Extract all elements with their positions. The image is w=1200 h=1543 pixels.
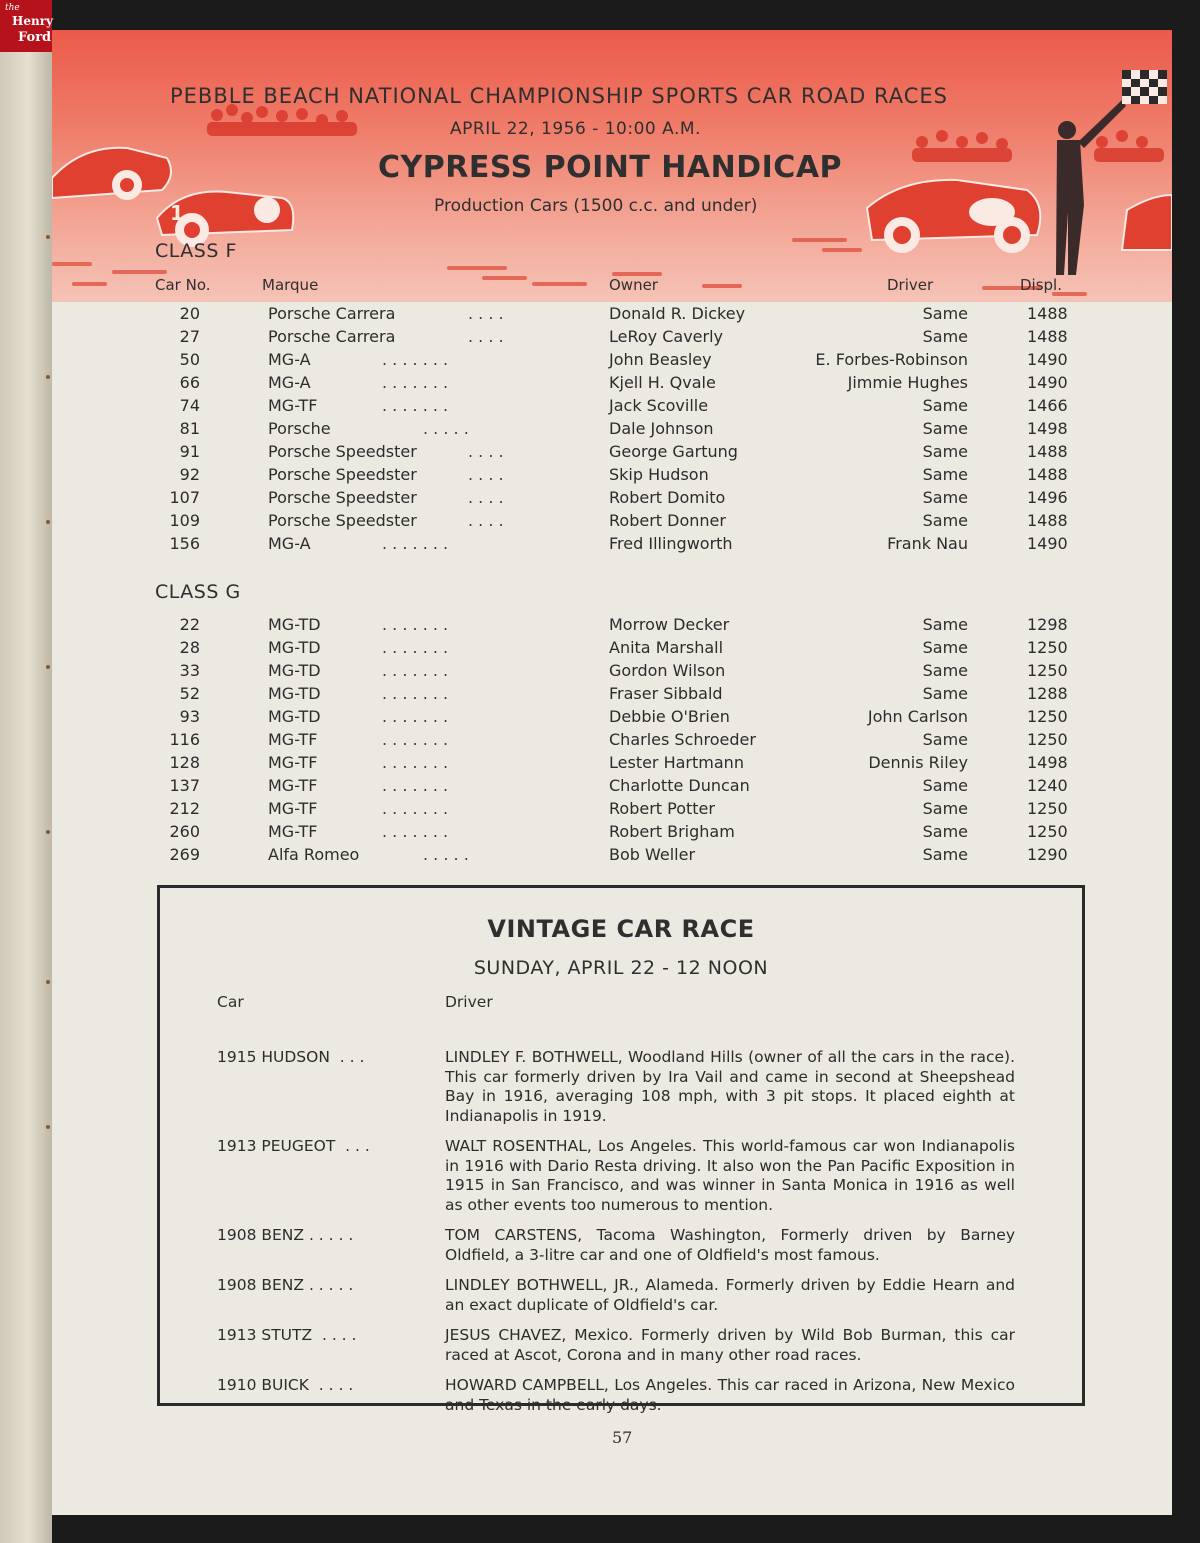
- marque: MG-TF: [268, 753, 318, 772]
- owner: Robert Brigham: [609, 822, 735, 841]
- table-row: [52, 753, 1172, 776]
- driver: Same: [922, 799, 968, 818]
- owner: Morrow Decker: [609, 615, 730, 634]
- dot-leader: . . . .: [468, 304, 504, 323]
- vintage-car: 1913 PEUGEOT . . .: [217, 1137, 370, 1155]
- displacement: 1250: [1027, 661, 1068, 680]
- driver: Same: [922, 511, 968, 530]
- table-row: [52, 776, 1172, 799]
- dot-leader: . . . . . . .: [382, 373, 449, 392]
- table-row: [52, 661, 1172, 684]
- dot-leader: . . . . . . .: [382, 730, 449, 749]
- col-marque: Marque: [262, 276, 319, 294]
- displacement: 1250: [1027, 638, 1068, 657]
- vintage-driver-header: Driver: [445, 993, 493, 1011]
- owner: Robert Domito: [609, 488, 726, 507]
- driver: Same: [922, 442, 968, 461]
- vintage-car-header: Car: [217, 993, 244, 1011]
- marque: Porsche Speedster: [268, 511, 417, 530]
- driver: Same: [922, 488, 968, 507]
- marque: Alfa Romeo: [268, 845, 360, 864]
- marque: MG-TD: [268, 638, 321, 657]
- driver: Same: [922, 845, 968, 864]
- car-number: 52: [179, 684, 200, 703]
- vintage-car: 1910 BUICK . . . .: [217, 1376, 354, 1394]
- driver: Frank Nau: [887, 534, 968, 553]
- dot-leader: . . . . .: [423, 419, 469, 438]
- dot-leader: . . . . . . .: [382, 799, 449, 818]
- car-number: 91: [179, 442, 200, 461]
- owner: Charles Schroeder: [609, 730, 756, 749]
- car-number: 33: [179, 661, 200, 680]
- owner: John Beasley: [609, 350, 712, 369]
- marque: MG-TD: [268, 661, 321, 680]
- car-number: 156: [169, 534, 200, 553]
- displacement: 1240: [1027, 776, 1068, 795]
- car-number: 93: [179, 707, 200, 726]
- marque: MG-TD: [268, 707, 321, 726]
- displacement: 1298: [1027, 615, 1068, 634]
- table-row: [52, 638, 1172, 661]
- svg-text:1: 1: [170, 201, 184, 225]
- car-number: 50: [179, 350, 200, 369]
- dot-leader: . . . .: [468, 327, 504, 346]
- driver: John Carlson: [867, 707, 968, 726]
- driver: Same: [922, 684, 968, 703]
- owner: Donald R. Dickey: [609, 304, 746, 323]
- displacement: 1490: [1027, 350, 1068, 369]
- class-g-label: CLASS G: [155, 581, 241, 603]
- car-number: 212: [169, 799, 200, 818]
- table-row: [52, 327, 1172, 350]
- table-row: [52, 730, 1172, 753]
- marque: MG-TD: [268, 684, 321, 703]
- marque: Porsche Carrera: [268, 327, 396, 346]
- marque: MG-A: [268, 350, 311, 369]
- displacement: 1498: [1027, 753, 1068, 772]
- owner: Debbie O'Brien: [609, 707, 730, 726]
- marque: MG-TF: [268, 822, 318, 841]
- vintage-date: SUNDAY, APRIL 22 - 12 NOON: [473, 957, 769, 979]
- race-title: CYPRESS POINT HANDICAP: [378, 150, 843, 185]
- car-number: 22: [179, 615, 200, 634]
- dot-leader: . . . . . . .: [382, 661, 449, 680]
- displacement: 1488: [1027, 465, 1068, 484]
- owner: Lester Hartmann: [609, 753, 744, 772]
- marque: MG-TD: [268, 615, 321, 634]
- vintage-car: 1915 HUDSON . . .: [217, 1048, 365, 1066]
- dot-leader: . . . . . . .: [382, 684, 449, 703]
- displacement: 1250: [1027, 730, 1068, 749]
- driver: Same: [922, 776, 968, 795]
- owner: Anita Marshall: [609, 638, 724, 657]
- marque: Porsche: [268, 419, 331, 438]
- henry-ford-logo: [0, 0, 52, 52]
- displacement: 1290: [1027, 845, 1068, 864]
- dot-leader: . . . . . . .: [382, 534, 449, 553]
- car-number: 260: [169, 822, 200, 841]
- vintage-driver-description: JESUS CHAVEZ, Mexico. Formerly driven by Wild Bob Burman, this car raced at Ascot, Corona and in many other road races.: [445, 1326, 1015, 1364]
- logo-ford: Ford: [18, 30, 52, 45]
- owner: Gordon Wilson: [609, 661, 726, 680]
- car-number: 81: [179, 419, 200, 438]
- table-row: [52, 684, 1172, 707]
- dot-leader: . . . .: [468, 511, 504, 530]
- col-driver: Driver: [887, 276, 934, 294]
- vintage-car: 1908 BENZ . . . . .: [217, 1276, 354, 1294]
- event-date: APRIL 22, 1956 - 10:00 A.M.: [450, 119, 701, 139]
- event-title: PEBBLE BEACH NATIONAL CHAMPIONSHIP SPORTS CAR ROAD RACES: [170, 84, 948, 108]
- owner: LeRoy Caverly: [609, 327, 723, 346]
- car-number: 107: [169, 488, 200, 507]
- displacement: 1250: [1027, 822, 1068, 841]
- table-row: [52, 373, 1172, 396]
- vintage-driver-description: LINDLEY F. BOTHWELL, Woodland Hills (owner of all the cars in the race). This car formerly driven by Ira Vail and came in second at Sheepshead Bay in 1916, averaging 108 mph, with 3 pit stops. It placed eighth at Indianapolis in 1919.: [445, 1048, 1015, 1125]
- col-car-no: Car No.: [155, 276, 211, 294]
- marque: MG-TF: [268, 776, 318, 795]
- marque: MG-TF: [268, 396, 318, 415]
- table-row: [52, 799, 1172, 822]
- dot-leader: . . . .: [468, 442, 504, 461]
- vintage-driver-description: HOWARD CAMPBELL, Los Angeles. This car raced in Arizona, New Mexico and Texas in the early days.: [445, 1376, 1015, 1414]
- owner: George Gartung: [609, 442, 738, 461]
- table-row: [52, 396, 1172, 419]
- car-number: 109: [169, 511, 200, 530]
- race-subtitle: Production Cars (1500 c.c. and under): [434, 196, 758, 216]
- table-row: [52, 488, 1172, 511]
- displacement: 1488: [1027, 442, 1068, 461]
- driver: Same: [922, 419, 968, 438]
- program-page: [52, 30, 1172, 1515]
- vintage-driver-description: TOM CARSTENS, Tacoma Washington, Formerly driven by Barney Oldfield, a 3-litre car and one of Oldfield's most famous.: [445, 1226, 1015, 1264]
- marque: Porsche Speedster: [268, 465, 417, 484]
- vintage-title: VINTAGE CAR RACE: [487, 915, 755, 943]
- marque: MG-A: [268, 373, 311, 392]
- page-number: 57: [612, 1428, 633, 1447]
- dot-leader: . . . . . . .: [382, 822, 449, 841]
- header-banner: [52, 30, 1172, 302]
- owner: Fraser Sibbald: [609, 684, 723, 703]
- dot-leader: . . . . . . .: [382, 350, 449, 369]
- table-row: [52, 304, 1172, 327]
- displacement: 1488: [1027, 327, 1068, 346]
- car-number: 92: [179, 465, 200, 484]
- displacement: 1496: [1027, 488, 1068, 507]
- driver: Same: [922, 327, 968, 346]
- table-row: [52, 822, 1172, 845]
- car-number: 116: [169, 730, 200, 749]
- driver: Dennis Riley: [868, 753, 968, 772]
- vintage-race-box: [157, 885, 1085, 1414]
- car-number: 128: [169, 753, 200, 772]
- displacement: 1498: [1027, 419, 1068, 438]
- driver: Same: [922, 465, 968, 484]
- owner: Jack Scoville: [609, 396, 709, 415]
- dot-leader: . . . . . . .: [382, 753, 449, 772]
- displacement: 1488: [1027, 511, 1068, 530]
- vintage-driver-description: LINDLEY BOTHWELL, JR., Alameda. Formerly driven by Eddie Hearn and an exact duplicate of Oldfield's car.: [445, 1276, 1015, 1314]
- dot-leader: . . . .: [468, 465, 504, 484]
- displacement: 1250: [1027, 707, 1068, 726]
- driver: Same: [922, 822, 968, 841]
- dot-leader: . . . . . . .: [382, 615, 449, 634]
- marque: MG-A: [268, 534, 311, 553]
- car-number: 66: [179, 373, 200, 392]
- car-number: 27: [179, 327, 200, 346]
- vintage-car: 1913 STUTZ . . . .: [217, 1326, 357, 1344]
- owner: Skip Hudson: [609, 465, 709, 484]
- driver: Jimmie Hughes: [847, 373, 968, 392]
- dot-leader: . . . . . . .: [382, 638, 449, 657]
- vintage-driver-description: WALT ROSENTHAL, Los Angeles. This world-famous car won Indianapolis in 1916 with Dario Resta driving. It also won the Pan Pacific Exposition in 1915 in San Francisco, and was winner in Santa Monica in 1916 as well as other events too numerous to mention.: [445, 1137, 1015, 1214]
- dot-leader: . . . . . . .: [382, 776, 449, 795]
- displacement: 1488: [1027, 304, 1068, 323]
- owner: Robert Potter: [609, 799, 715, 818]
- table-row: [52, 465, 1172, 488]
- car-number: 269: [169, 845, 200, 864]
- col-owner: Owner: [609, 276, 658, 294]
- owner: Charlotte Duncan: [609, 776, 750, 795]
- owner: Fred Illingworth: [609, 534, 733, 553]
- table-row: [52, 419, 1172, 442]
- car-number: 20: [179, 304, 200, 323]
- owner: Dale Johnson: [609, 419, 714, 438]
- marque: Porsche Speedster: [268, 442, 417, 461]
- driver: Same: [922, 304, 968, 323]
- binding-spine: [0, 0, 52, 1543]
- table-row: [52, 442, 1172, 465]
- dot-leader: . . . . . . .: [382, 396, 449, 415]
- displacement: 1466: [1027, 396, 1068, 415]
- displacement: 1490: [1027, 534, 1068, 553]
- marque: MG-TF: [268, 799, 318, 818]
- table-row: [52, 350, 1172, 373]
- class-f-label: CLASS F: [155, 240, 237, 262]
- displacement: 1250: [1027, 799, 1068, 818]
- owner: Kjell H. Qvale: [609, 373, 716, 392]
- col-displ: Displ.: [1020, 276, 1062, 294]
- owner: Bob Weller: [609, 845, 696, 864]
- owner: Robert Donner: [609, 511, 726, 530]
- table-row: [52, 707, 1172, 730]
- vintage-car: 1908 BENZ . . . . .: [217, 1226, 354, 1244]
- table-row: [52, 845, 1172, 868]
- displacement: 1288: [1027, 684, 1068, 703]
- table-row: [52, 615, 1172, 638]
- marque: MG-TF: [268, 730, 318, 749]
- logo-henry: Henry: [12, 14, 53, 28]
- logo-the: the: [5, 3, 20, 13]
- dot-leader: . . . . .: [423, 845, 469, 864]
- displacement: 1490: [1027, 373, 1068, 392]
- table-row: [52, 511, 1172, 534]
- driver: Same: [922, 661, 968, 680]
- driver: Same: [922, 396, 968, 415]
- car-number: 74: [179, 396, 200, 415]
- dot-leader: . . . .: [468, 488, 504, 507]
- car-number: 28: [179, 638, 200, 657]
- marque: Porsche Speedster: [268, 488, 417, 507]
- marque: Porsche Carrera: [268, 304, 396, 323]
- driver: Same: [922, 638, 968, 657]
- dot-leader: . . . . . . .: [382, 707, 449, 726]
- driver: Same: [922, 615, 968, 634]
- driver: Same: [922, 730, 968, 749]
- car-number: 137: [169, 776, 200, 795]
- driver: E. Forbes-Robinson: [815, 350, 968, 369]
- table-row: [52, 534, 1172, 557]
